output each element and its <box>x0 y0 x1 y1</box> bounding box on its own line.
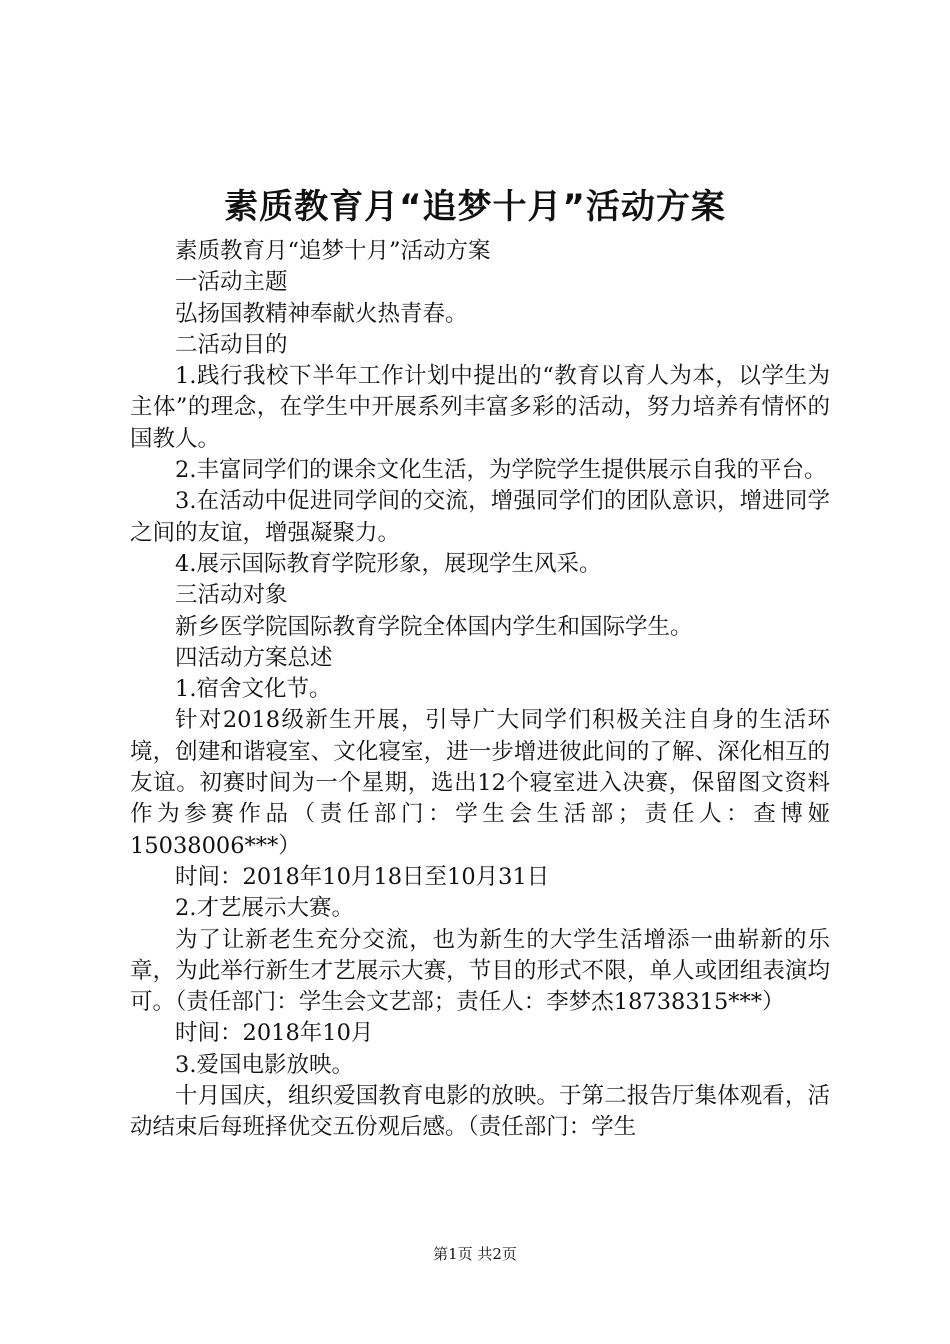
section-heading: 二活动目的 <box>175 331 288 358</box>
paragraph: 弘扬国教精神奉献火热青春。 <box>175 300 468 327</box>
section-heading: 四活动方案总述 <box>175 644 333 671</box>
document-body <box>130 236 830 1144</box>
subsection-heading: 3.爱国电影放映。 <box>175 1051 354 1078</box>
section-heading: 三活动对象 <box>175 582 288 609</box>
paragraph: 时间：2018年10月 <box>175 1020 374 1047</box>
subsection-heading: 1.宿舍文化节。 <box>175 676 332 703</box>
paragraph: 针对2018级新生开展，引导广大同学们积极关注自身的生活环境，创建和谐寝室、文化寝室，进一步增进彼此间的了解、深化相互的友谊。初赛时间为一个星期，选出12个寝室进入决赛，保留图文资料作为参赛作品（责任部门：学生会生活部；责任人：查博娅15038006***） <box>130 707 830 859</box>
paragraph: 时间：2018年10月18日至10月31日 <box>175 863 550 890</box>
paragraph: 新乡医学院国际教育学院全体国内学生和国际学生。 <box>175 613 693 640</box>
paragraph: 为了让新老生充分交流，也为新生的大学生活增添一曲崭新的乐章，为此举行新生才艺展示大赛，节目的形式不限，单人或团组表演均可。（责任部门：学生会文艺部；责任人：李梦杰18738315***） <box>130 926 830 1016</box>
paragraph: 2.丰富同学们的课余文化生活，为学院学生提供展示自我的平台。 <box>175 457 827 484</box>
paragraph: 3.在活动中促进同学间的交流，增强同学们的团队意识，增进同学之间的友谊，增强凝聚力。 <box>130 488 830 546</box>
section-heading: 一活动主题 <box>175 269 288 296</box>
paragraph: 4.展示国际教育学院形象，展现学生风采。 <box>175 550 602 577</box>
paragraph: 素质教育月“追梦十月”活动方案 <box>175 238 491 264</box>
paragraph: 十月国庆，组织爱国教育电影的放映。于第二报告厅集体观看，活动结束后每班择优交五份观后感。（责任部门：学生 <box>130 1083 830 1141</box>
document-title: 素质教育月“追梦十月”活动方案 <box>224 187 726 227</box>
paragraph: 1.践行我校下半年工作计划中提出的“教育以育人为本，以学生为主体”的理念，在学生中开展系列丰富多彩的活动，努力培养有情怀的国教人。 <box>130 363 830 452</box>
page-footer: 第1页 共2页 <box>433 1245 517 1263</box>
subsection-heading: 2.才艺展示大赛。 <box>175 895 354 922</box>
